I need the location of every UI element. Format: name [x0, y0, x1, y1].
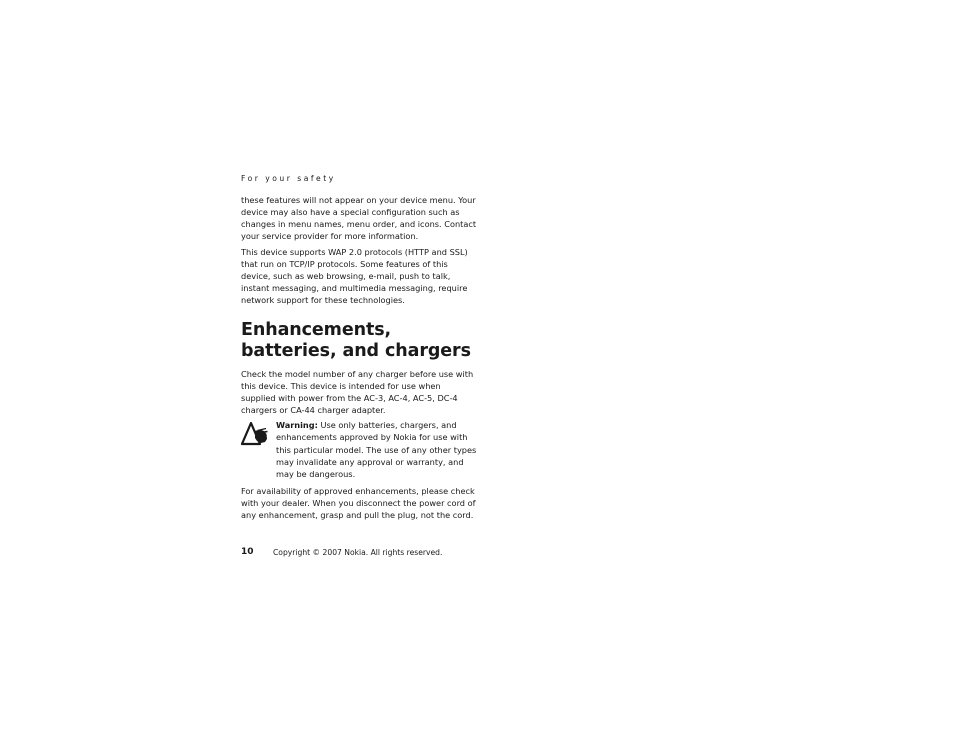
page-number: 10: [241, 547, 254, 557]
running-header: For your safety: [241, 174, 336, 183]
warning-label: Warning:: [276, 420, 318, 430]
paragraph-device-menu: these features will not appear on your device menu. Your device may also have a special configuration such as changes in menu names, menu order, and icons. Contact your service provider for more information.: [241, 195, 477, 241]
warning-body: Use only batteries, chargers, and enhancements approved by Nokia for use with this particular model. The use of any other types may invalidate any approval or warranty, and may be dangerous.: [276, 420, 477, 480]
paragraph-enhancement-availability: For availability of approved enhancements, please check with your dealer. When you disconnect the power cord of any enhancement, grasp and pull the plug, not the cord.: [241, 486, 476, 520]
paragraph-wap-protocols: This device supports WAP 2.0 protocols (HTTP and SSL) that run on TCP/IP protocols. Some features of this device, such as web browsing, e-mail, push to talk, instant messaging, and multimedia messaging, require network support for these technologies.: [241, 247, 468, 305]
warning-hand-icon: [241, 422, 269, 446]
paragraph-charger-model: Check the model number of any charger before use with this device. This device is intended for use when supplied with power from the AC-3, AC-4, AC-5, DC-4 chargers or CA-44 charger adapter.: [241, 369, 474, 415]
section-heading: Enhancements, batteries, and chargers: [241, 320, 471, 361]
copyright-notice: Copyright © 2007 Nokia. All rights reserved.: [273, 548, 443, 557]
warning-text: [276, 419, 477, 480]
